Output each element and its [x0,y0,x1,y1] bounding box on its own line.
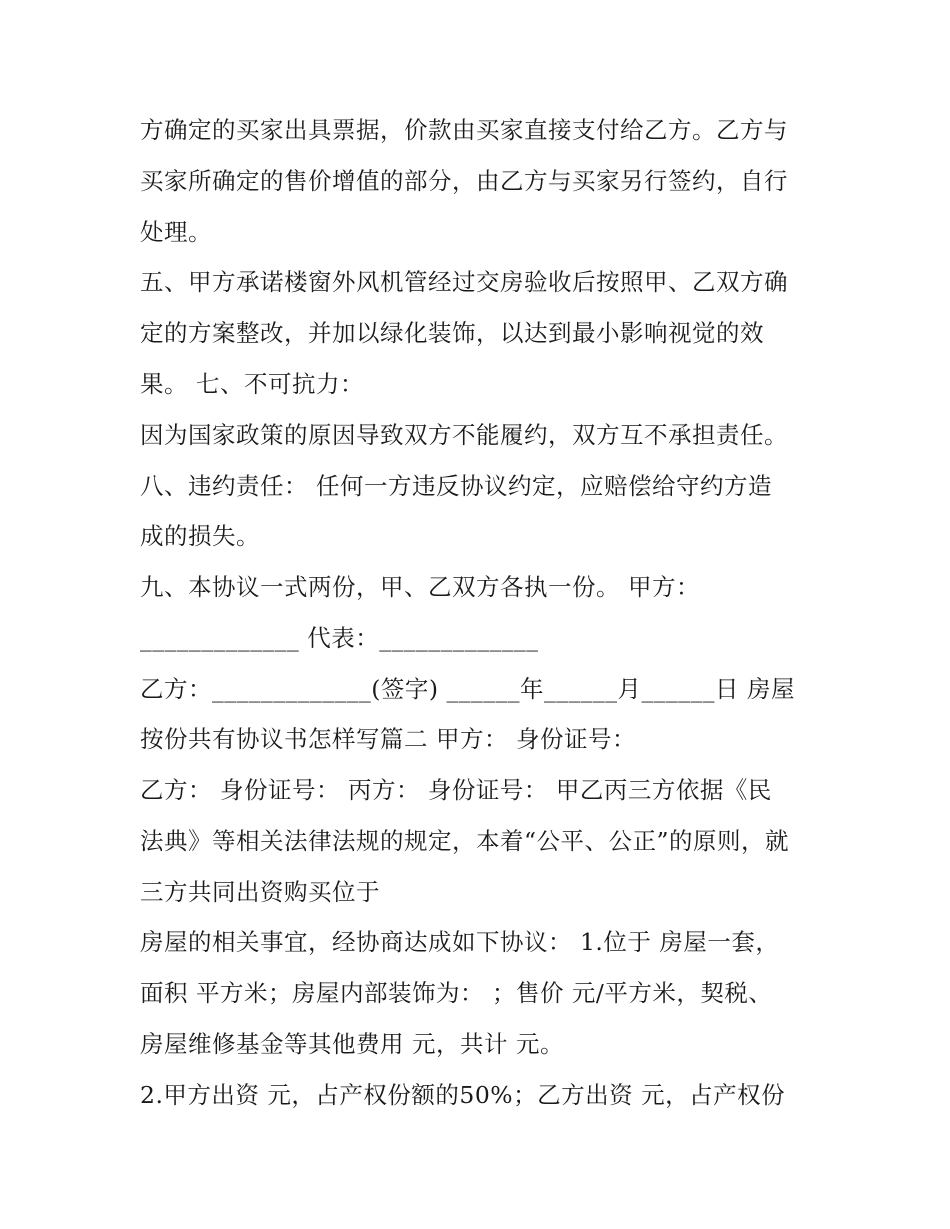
text-line: 八、违约责任： 任何一方违反协议约定，应赔偿给守约方造 [140,472,772,500]
text-line: 房屋的相关事宜，经协商达成如下协议： 1.位于 房屋一套， [140,928,780,956]
text-line: 面积 平方米；房屋内部装饰为： ；售价 元/平方米，契税、 [140,979,773,1007]
text-line: 按份共有协议书怎样写篇二 甲方： 身份证号： [140,725,636,753]
text-line: 五、甲方承诺楼窗外风机管经过交房验收后按照甲、乙双方确 [140,268,788,296]
text-line: 定的方案整改，并加以绿化装饰，以达到最小影响视觉的效 [140,319,764,347]
text-line: 法典》等相关法律法规的规定，本着“公平、公正”的原则，就 [140,827,790,855]
text-line: 果。 七、不可抗力： [140,370,364,398]
text-line: 因为国家政策的原因导致双方不能履约，双方互不承担责任。 [140,421,788,449]
text-line: 房屋维修基金等其他费用 元，共计 元。 [140,1030,564,1058]
text-line: 买家所确定的售价增值的部分，由乙方与买家另行签约，自行 [140,167,788,195]
text-line: 乙方： 身份证号： 丙方： 身份证号： 甲乙丙三方依据《民 [140,776,772,804]
signature-date-line: 乙方：_____________(签字) ______年______月______日 房屋 [140,675,796,703]
text-line: 方确定的买家出具票据，价款由买家直接支付给乙方。乙方与 [140,116,788,144]
signature-blank-line: _____________ 代表：_____________ [140,624,539,652]
text-line: 三方共同出资购买位于 [140,878,380,906]
text-line: 成的损失。 [140,522,260,550]
text-line: 九、本协议一式两份，甲、乙双方各执一份。 甲方： [140,573,700,601]
text-line: 2.甲方出资 元，占产权份额的50%；乙方出资 元，占产权份 [140,1081,786,1109]
text-line: 处理。 [140,218,212,246]
